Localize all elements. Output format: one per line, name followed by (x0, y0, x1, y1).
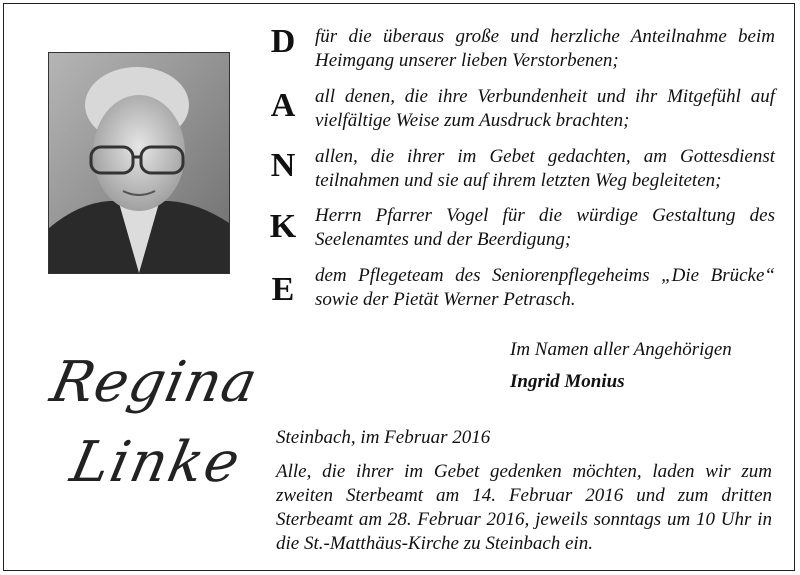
place-date: Steinbach, im Februar 2016 (276, 427, 491, 448)
deceased-last-name: Linke (65, 430, 248, 495)
portrait-photo (48, 52, 230, 274)
thanks-letter-k: K (269, 208, 297, 245)
memorial-service-notice: Alle, die ihrer im Gebet gedenken möchten, laden wir zum zweiten Sterbeamt am 14. Februar 2016 und zum dritten Sterbeamt am 28. Februar 2016, jeweils sonntags um 10 Uhr in die St.-Matthäus-Kirche zu Steinbach ein. (276, 461, 772, 554)
thanks-paragraph: allen, die ihrer im Gebet gedachten, am Gottesdienst teilnahmen und sie auf ihrem letzten Weg begleiteten; (315, 146, 775, 191)
deceased-first-name: Regina (45, 350, 264, 415)
thanks-letter-a: A (270, 87, 296, 124)
signature-intro: Im Namen aller Angehörigen (510, 339, 732, 360)
thanks-letter-d: D (270, 23, 296, 60)
thanks-paragraph: für die überaus große und herzliche Anteilnahme beim Heimgang unserer lieben Verstorbenen; (315, 26, 775, 71)
thanks-paragraph: Herrn Pfarrer Vogel für die würdige Gestaltung des Seelenamtes und der Beerdigung; (315, 205, 775, 250)
thanks-paragraph: all denen, die ihre Verbundenheit und ihr Mitgefühl auf vielfältige Weise zum Ausdruck brachten; (315, 86, 775, 131)
signature-name: Ingrid Monius (510, 371, 625, 392)
thanks-letter-e: E (271, 271, 295, 308)
thanks-paragraph: dem Pflegeteam des Seniorenpflegeheims „Die Brücke“ sowie der Pietät Werner Petrasch. (315, 265, 775, 310)
thanks-letter-n: N (270, 147, 296, 184)
